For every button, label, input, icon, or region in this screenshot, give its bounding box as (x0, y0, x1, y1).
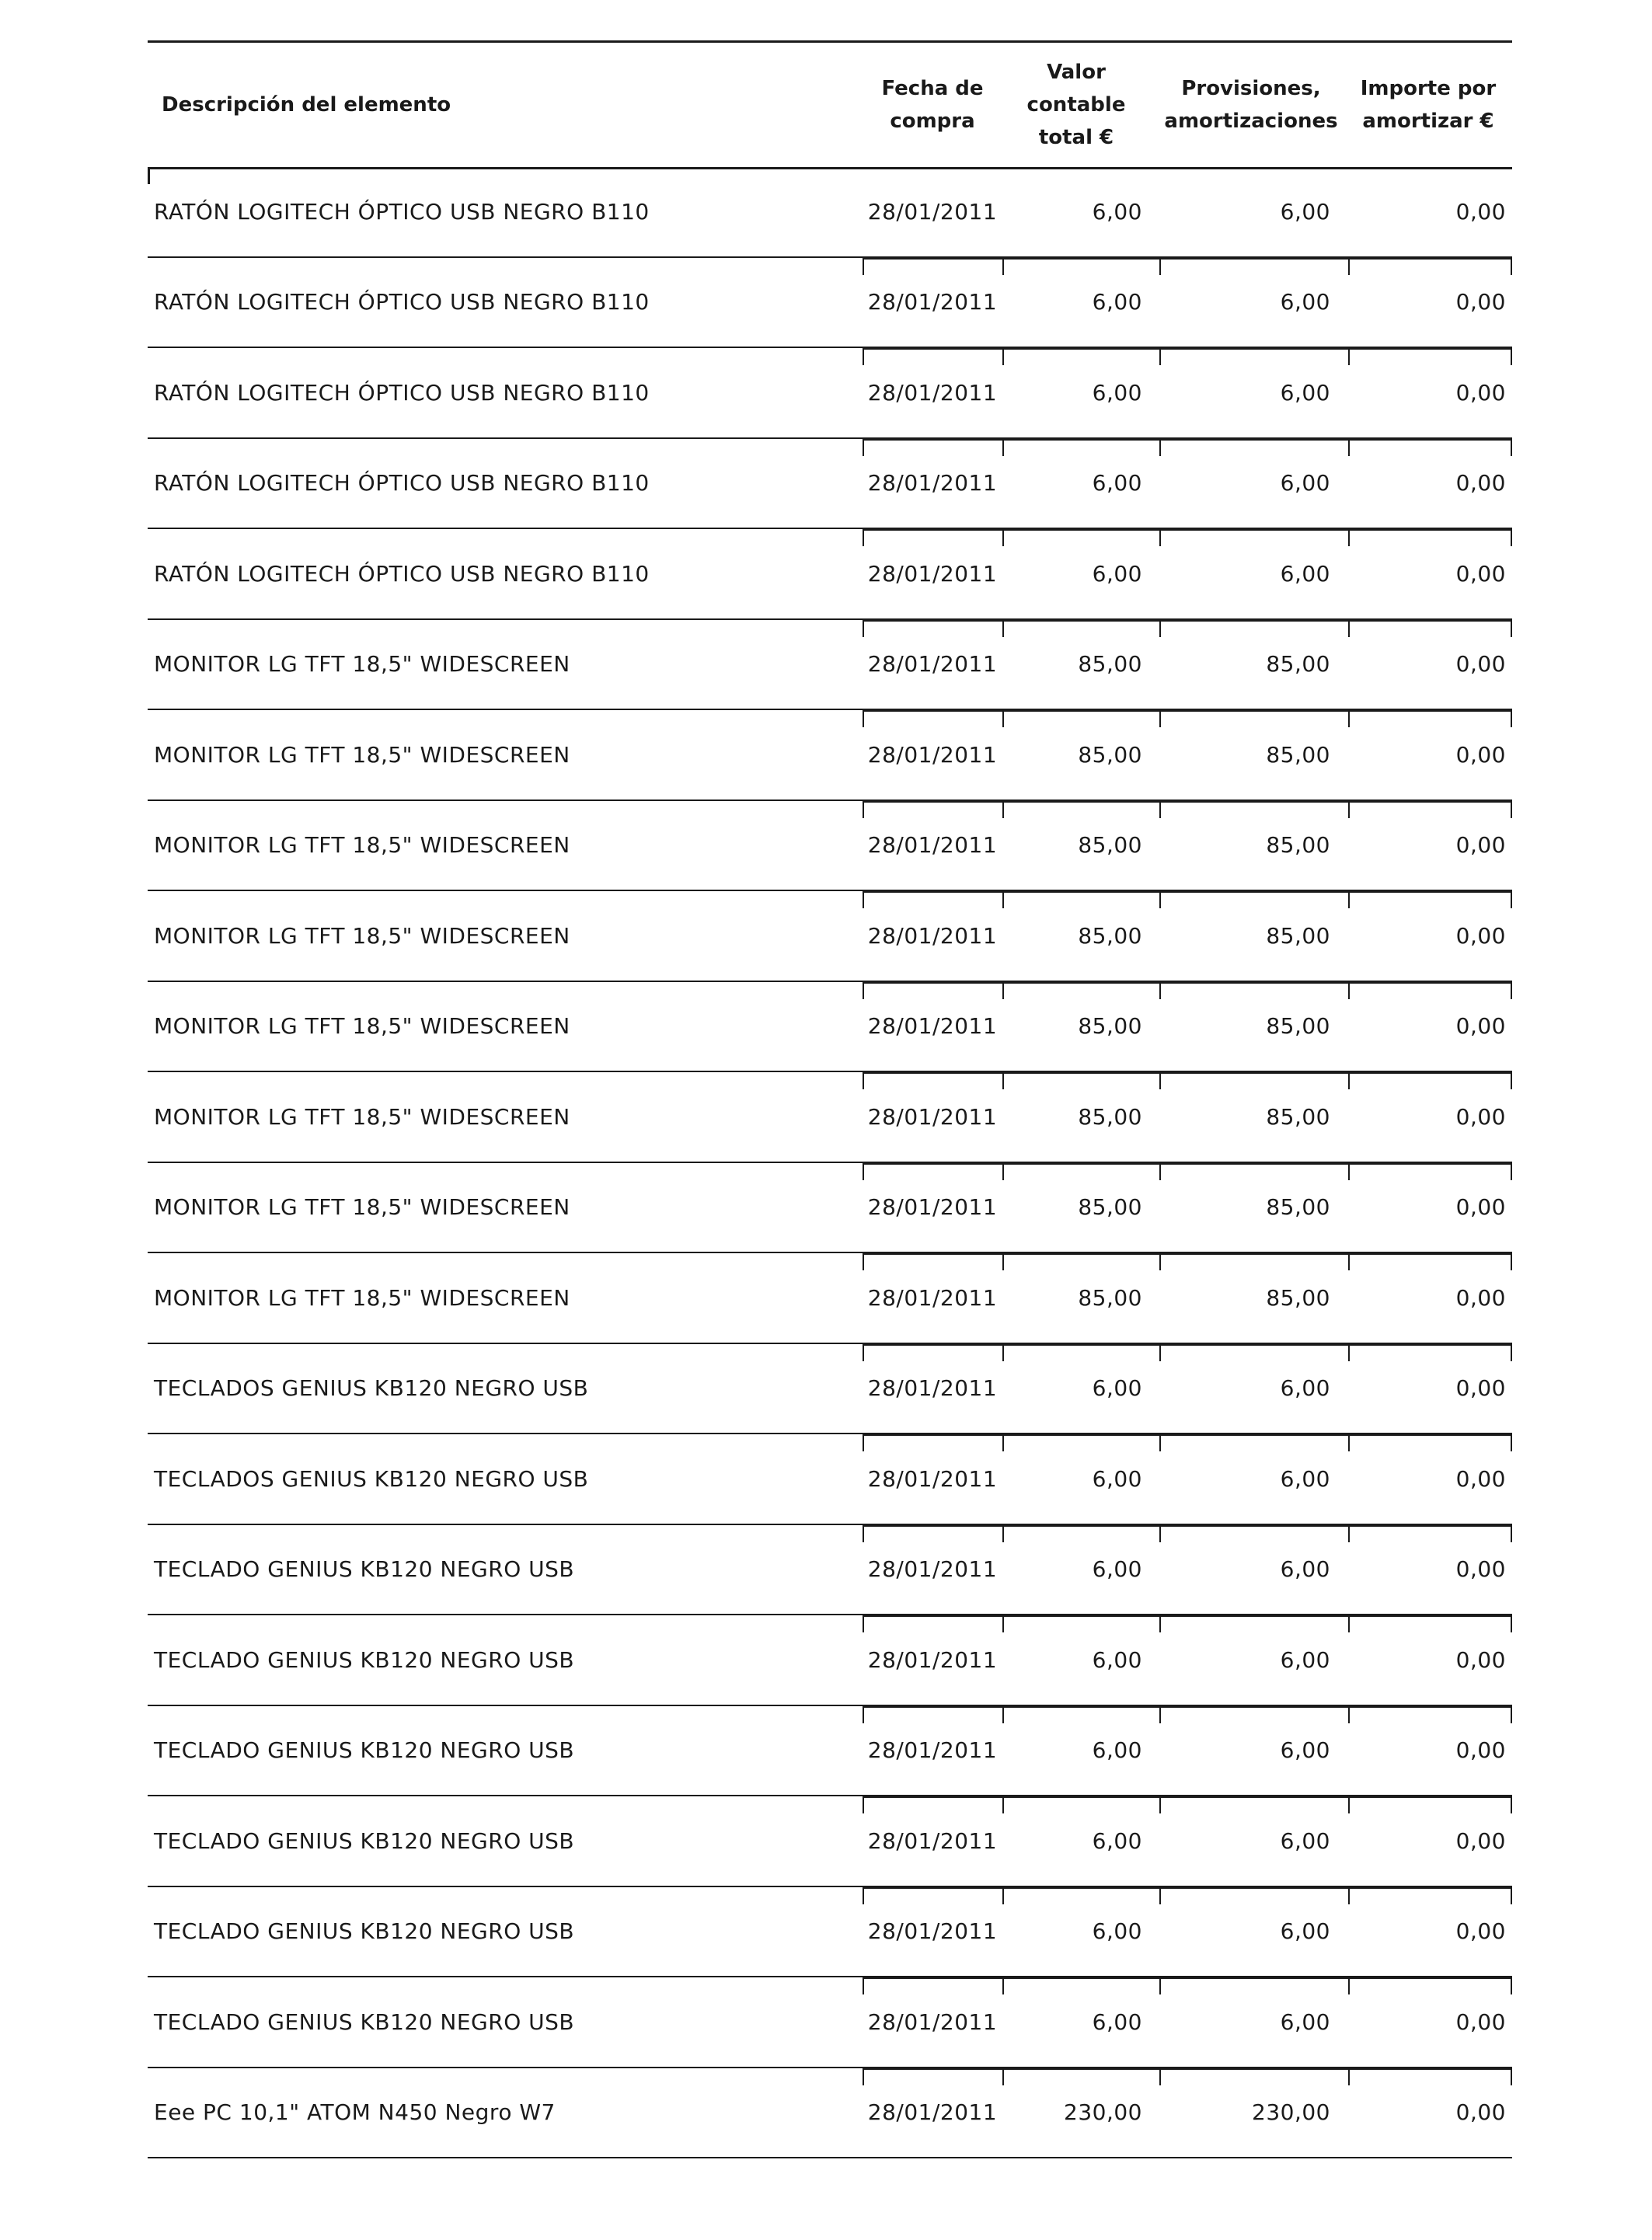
table-header (148, 43, 1512, 169)
cell-purchase-date: 28/01/2011 (867, 1737, 998, 1763)
cell-book-value: 85,00 (1078, 741, 1142, 768)
cell-purchase-date: 28/01/2011 (867, 832, 998, 858)
cell-book-value: 6,00 (1092, 1375, 1142, 1401)
cell-remaining: 0,00 (1455, 1737, 1506, 1763)
cell-purchase-date: 28/01/2011 (867, 1827, 998, 1854)
cell-book-value: 85,00 (1078, 651, 1142, 677)
table-row (148, 1525, 1512, 1616)
cell-purchase-date: 28/01/2011 (867, 922, 998, 949)
cell-provisions: 85,00 (1266, 922, 1330, 949)
cell-book-value: 85,00 (1078, 1103, 1142, 1130)
column-tick (1511, 1887, 1512, 1904)
table-row (148, 1887, 1512, 1978)
cell-description: MONITOR LG TFT 18,5" WIDESCREEN (154, 1013, 570, 1039)
column-tick (1511, 1977, 1512, 1994)
column-tick (1159, 2068, 1161, 2085)
column-tick (1159, 529, 1161, 546)
cell-book-value: 6,00 (1092, 379, 1142, 406)
cell-purchase-date: 28/01/2011 (867, 1646, 998, 1673)
cell-purchase-date: 28/01/2011 (867, 1284, 998, 1311)
table-row (148, 1706, 1512, 1797)
column-tick (1511, 801, 1512, 818)
column-tick (1511, 258, 1512, 275)
cell-book-value: 6,00 (1092, 1556, 1142, 1582)
cell-book-value: 6,00 (1092, 560, 1142, 587)
cell-provisions: 6,00 (1280, 1737, 1330, 1763)
cell-book-value: 6,00 (1092, 2008, 1142, 2035)
cell-provisions: 85,00 (1266, 832, 1330, 858)
cell-description: MONITOR LG TFT 18,5" WIDESCREEN (154, 832, 570, 858)
cell-provisions: 6,00 (1280, 470, 1330, 496)
table-row (148, 2068, 1512, 2159)
cell-purchase-date: 28/01/2011 (867, 1103, 998, 1130)
header-purchase-date: Fecha de compra (881, 77, 984, 133)
cell-remaining: 0,00 (1455, 1827, 1506, 1854)
column-tick (1511, 1796, 1512, 1813)
cell-description: MONITOR LG TFT 18,5" WIDESCREEN (154, 922, 570, 949)
cell-description: TECLADO GENIUS KB120 NEGRO USB (154, 2008, 575, 2035)
column-tick (1511, 1615, 1512, 1632)
table-row (148, 1796, 1512, 1887)
cell-purchase-date: 28/01/2011 (867, 289, 998, 315)
column-tick (1511, 710, 1512, 727)
cell-description: MONITOR LG TFT 18,5" WIDESCREEN (154, 1194, 570, 1220)
cell-remaining: 0,00 (1455, 560, 1506, 587)
header-book-value: Valor contable total € (1026, 61, 1126, 149)
cell-provisions: 6,00 (1280, 1918, 1330, 1944)
column-tick (1159, 1706, 1161, 1723)
cell-remaining: 0,00 (1455, 741, 1506, 768)
column-tick (1511, 439, 1512, 456)
cell-description: RATÓN LOGITECH ÓPTICO USB NEGRO B110 (154, 470, 650, 496)
cell-description: RATÓN LOGITECH ÓPTICO USB NEGRO B110 (154, 560, 650, 587)
cell-description: TECLADO GENIUS KB120 NEGRO USB (154, 1646, 575, 1673)
cell-purchase-date: 28/01/2011 (867, 470, 998, 496)
column-tick (1159, 982, 1161, 999)
cell-remaining: 0,00 (1455, 470, 1506, 496)
cell-description: TECLADOS GENIUS KB120 NEGRO USB (154, 1465, 589, 1492)
cell-remaining: 0,00 (1455, 651, 1506, 677)
cell-provisions: 85,00 (1266, 1284, 1330, 1311)
cell-book-value: 6,00 (1092, 289, 1142, 315)
cell-description: MONITOR LG TFT 18,5" WIDESCREEN (154, 1284, 570, 1311)
table-row (148, 1977, 1512, 2068)
table-row (148, 801, 1512, 892)
column-tick (1511, 348, 1512, 365)
column-tick (1159, 1344, 1161, 1361)
cell-description: RATÓN LOGITECH ÓPTICO USB NEGRO B110 (154, 289, 650, 315)
cell-provisions: 6,00 (1280, 1375, 1330, 1401)
cell-purchase-date: 28/01/2011 (867, 1194, 998, 1220)
cell-description: MONITOR LG TFT 18,5" WIDESCREEN (154, 651, 570, 677)
cell-description: TECLADO GENIUS KB120 NEGRO USB (154, 1556, 575, 1582)
cell-remaining: 0,00 (1455, 2099, 1506, 2125)
cell-remaining: 0,00 (1455, 1465, 1506, 1492)
cell-description: TECLADOS GENIUS KB120 NEGRO USB (154, 1375, 589, 1401)
table-row (148, 348, 1512, 439)
column-tick (1511, 1525, 1512, 1542)
column-tick (1159, 1072, 1161, 1089)
cell-purchase-date: 28/01/2011 (867, 1013, 998, 1039)
column-tick (1511, 1253, 1512, 1270)
cell-book-value: 230,00 (1064, 2099, 1142, 2125)
table-row (148, 1434, 1512, 1525)
cell-provisions: 6,00 (1280, 198, 1330, 225)
cell-remaining: 0,00 (1455, 2008, 1506, 2035)
table-row (148, 710, 1512, 801)
cell-provisions: 6,00 (1280, 1556, 1330, 1582)
cell-purchase-date: 28/01/2011 (867, 2008, 998, 2035)
table-row (148, 982, 1512, 1073)
column-tick (1511, 1434, 1512, 1451)
cell-purchase-date: 28/01/2011 (867, 2099, 998, 2125)
column-tick (1159, 1434, 1161, 1451)
cell-purchase-date: 28/01/2011 (867, 1465, 998, 1492)
column-tick (1511, 1344, 1512, 1361)
asset-table (148, 40, 1512, 2169)
column-tick (1511, 1072, 1512, 1089)
cell-remaining: 0,00 (1455, 1103, 1506, 1130)
cell-book-value: 85,00 (1078, 922, 1142, 949)
cell-description: RATÓN LOGITECH ÓPTICO USB NEGRO B110 (154, 198, 650, 225)
table-row (148, 529, 1512, 620)
cell-book-value: 6,00 (1092, 1646, 1142, 1673)
cell-remaining: 0,00 (1455, 1013, 1506, 1039)
column-tick (1159, 1615, 1161, 1632)
column-tick (1159, 258, 1161, 275)
cell-book-value: 85,00 (1078, 1194, 1142, 1220)
cell-book-value: 6,00 (1092, 1737, 1142, 1763)
cell-purchase-date: 28/01/2011 (867, 741, 998, 768)
cell-description: MONITOR LG TFT 18,5" WIDESCREEN (154, 741, 570, 768)
column-tick (1511, 529, 1512, 546)
cell-remaining: 0,00 (1455, 379, 1506, 406)
cell-description: MONITOR LG TFT 18,5" WIDESCREEN (154, 1103, 570, 1130)
table-row (148, 167, 1512, 258)
table-row (148, 439, 1512, 530)
cell-provisions: 85,00 (1266, 1194, 1330, 1220)
column-tick (1159, 891, 1161, 908)
column-tick (1511, 2068, 1512, 2085)
cell-provisions: 85,00 (1266, 651, 1330, 677)
cell-remaining: 0,00 (1455, 198, 1506, 225)
cell-remaining: 0,00 (1455, 922, 1506, 949)
cell-remaining: 0,00 (1455, 1284, 1506, 1311)
cell-description: TECLADO GENIUS KB120 NEGRO USB (154, 1737, 575, 1763)
column-tick (1159, 1163, 1161, 1180)
cell-provisions: 6,00 (1280, 2008, 1330, 2035)
table-row (148, 258, 1512, 349)
cell-book-value: 6,00 (1092, 198, 1142, 225)
column-tick (1159, 1796, 1161, 1813)
cell-provisions: 6,00 (1280, 1827, 1330, 1854)
cell-provisions: 6,00 (1280, 289, 1330, 315)
cell-purchase-date: 28/01/2011 (867, 651, 998, 677)
cell-purchase-date: 28/01/2011 (867, 1556, 998, 1582)
column-tick (1159, 1977, 1161, 1994)
cell-remaining: 0,00 (1455, 1375, 1506, 1401)
column-tick (1511, 1706, 1512, 1723)
column-tick (1159, 620, 1161, 637)
column-tick (1159, 439, 1161, 456)
cell-book-value: 6,00 (1092, 1465, 1142, 1492)
table-row (148, 1253, 1512, 1344)
header-remaining: Importe por amortizar € (1360, 77, 1497, 133)
table-row (148, 1344, 1512, 1435)
table-body (148, 167, 1512, 2158)
cell-book-value: 6,00 (1092, 470, 1142, 496)
cell-purchase-date: 28/01/2011 (867, 379, 998, 406)
cell-provisions: 6,00 (1280, 379, 1330, 406)
cell-remaining: 0,00 (1455, 1646, 1506, 1673)
cell-provisions: 85,00 (1266, 741, 1330, 768)
cell-book-value: 85,00 (1078, 1284, 1142, 1311)
cell-remaining: 0,00 (1455, 1556, 1506, 1582)
cell-purchase-date: 28/01/2011 (867, 1375, 998, 1401)
cell-purchase-date: 28/01/2011 (867, 1918, 998, 1944)
column-tick (1159, 1525, 1161, 1542)
table-row (148, 620, 1512, 711)
column-tick (1159, 1253, 1161, 1270)
cell-provisions: 230,00 (1252, 2099, 1330, 2125)
column-tick (1511, 891, 1512, 908)
cell-description: RATÓN LOGITECH ÓPTICO USB NEGRO B110 (154, 379, 650, 406)
column-tick (1159, 710, 1161, 727)
table-row (148, 1615, 1512, 1706)
column-tick (1159, 801, 1161, 818)
cell-remaining: 0,00 (1455, 1194, 1506, 1220)
cell-provisions: 6,00 (1280, 560, 1330, 587)
cell-description: TECLADO GENIUS KB120 NEGRO USB (154, 1918, 575, 1944)
cell-provisions: 85,00 (1266, 1103, 1330, 1130)
column-tick (1511, 1163, 1512, 1180)
cell-remaining: 0,00 (1455, 1918, 1506, 1944)
cell-provisions: 85,00 (1266, 1013, 1330, 1039)
cell-book-value: 85,00 (1078, 1013, 1142, 1039)
cell-book-value: 6,00 (1092, 1827, 1142, 1854)
column-tick (1159, 1887, 1161, 1904)
cell-remaining: 0,00 (1455, 832, 1506, 858)
column-tick (1511, 982, 1512, 999)
table-row (148, 1163, 1512, 1254)
column-tick (1511, 620, 1512, 637)
cell-provisions: 6,00 (1280, 1646, 1330, 1673)
cell-book-value: 6,00 (1092, 1918, 1142, 1944)
cell-purchase-date: 28/01/2011 (867, 198, 998, 225)
cell-description: Eee PC 10,1" ATOM N450 Negro W7 (154, 2099, 556, 2125)
header-provisions: Provisiones, amortizaciones (1164, 77, 1338, 133)
cell-remaining: 0,00 (1455, 289, 1506, 315)
header-description: Descripción del elemento (162, 93, 451, 117)
cell-provisions: 6,00 (1280, 1465, 1330, 1492)
cell-purchase-date: 28/01/2011 (867, 560, 998, 587)
cell-book-value: 85,00 (1078, 832, 1142, 858)
column-tick (1159, 348, 1161, 365)
cell-description: TECLADO GENIUS KB120 NEGRO USB (154, 1827, 575, 1854)
table-row (148, 1072, 1512, 1163)
table-row (148, 891, 1512, 982)
